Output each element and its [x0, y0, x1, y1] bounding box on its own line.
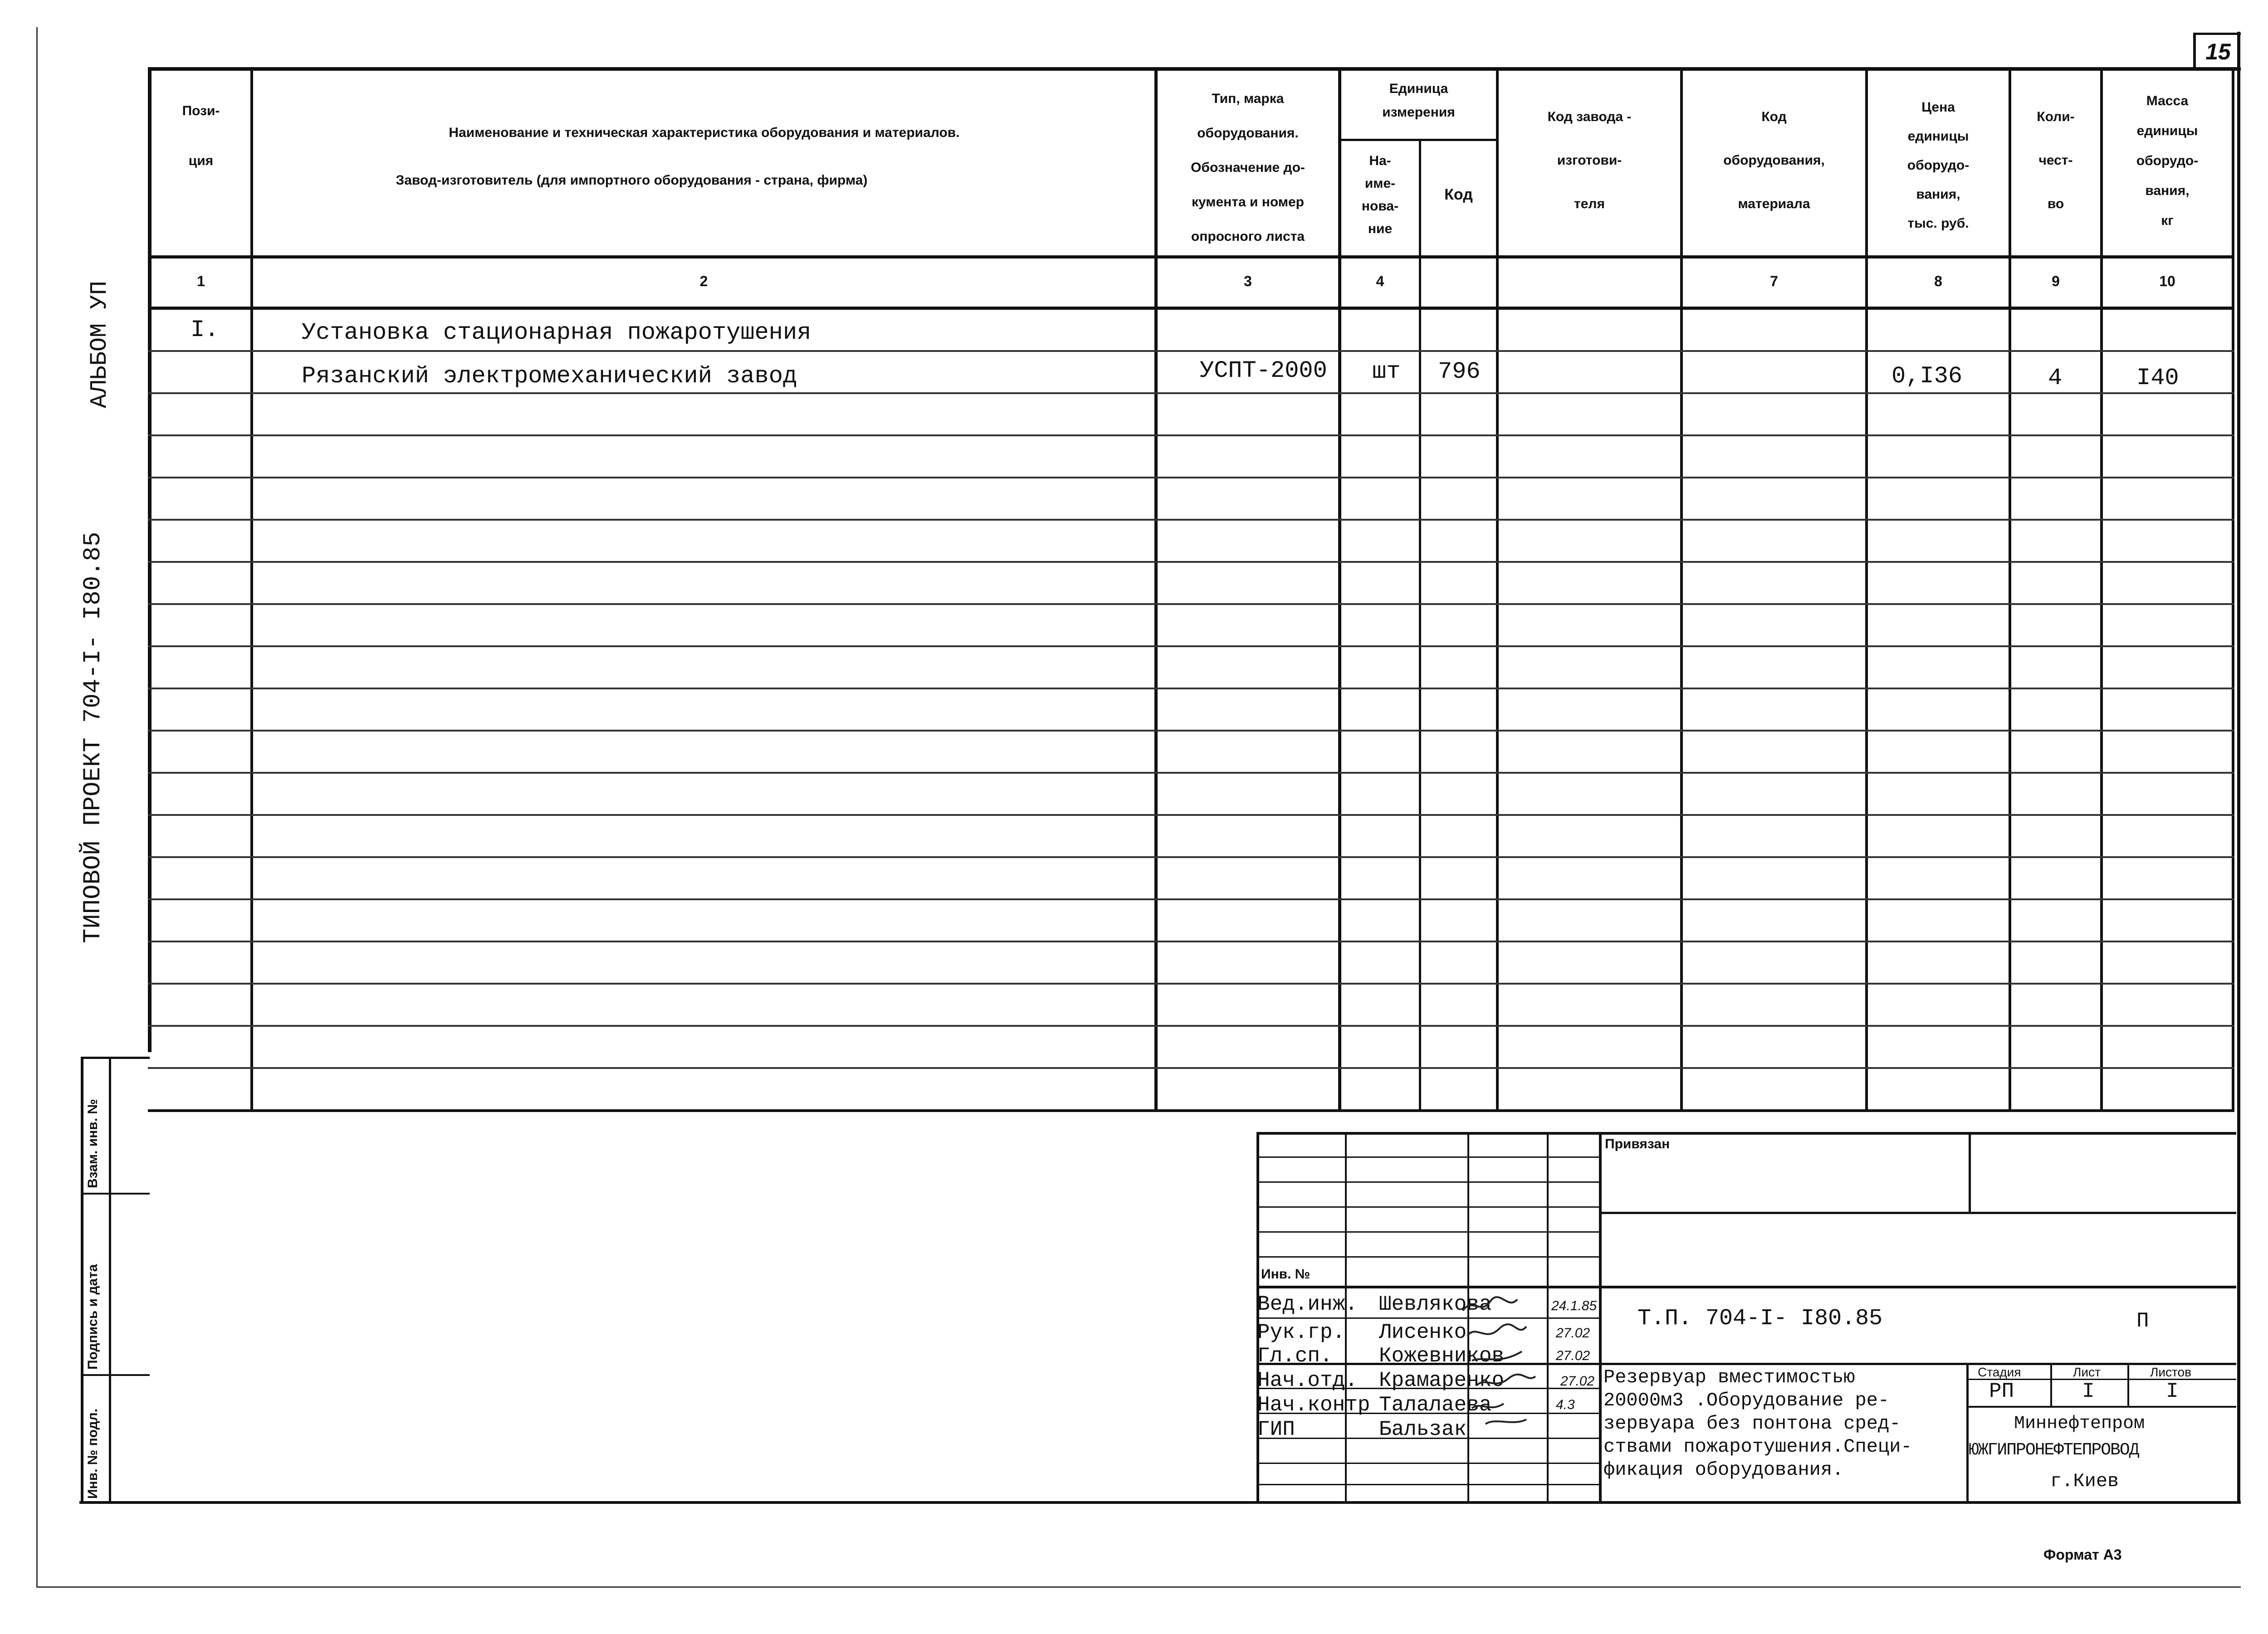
row-line: [148, 941, 2234, 942]
project-label: ТИПОВОЙ ПРОЕКТ 704-I- I80.85: [79, 532, 107, 943]
frame-bottom-edge: [36, 1586, 2241, 1588]
header-price: Цена единицы оборудо- вания, тыс. руб.: [1907, 100, 1970, 231]
frame-top: [150, 67, 2241, 71]
tb-date: 4.3: [1556, 1397, 1575, 1412]
sheet-no-box-left: [2193, 33, 2196, 70]
tb-sheets-label: Листов: [2150, 1365, 2191, 1379]
row-line: [148, 688, 2234, 689]
row2-type: УСПТ-2000: [1200, 357, 1327, 384]
row-line: [148, 477, 2234, 478]
vline-c10: [2232, 67, 2234, 1111]
tb-person-name: Крамаренко: [1379, 1369, 1505, 1392]
tb-role: Вед.инж.: [1257, 1293, 1358, 1316]
row-line: [148, 603, 2234, 605]
tb-date: 24.1.85: [1551, 1298, 1597, 1313]
colnum-7: 7: [1770, 273, 1778, 289]
row2-price: 0,I36: [1892, 363, 1963, 390]
row2-unit: шт: [1372, 358, 1401, 385]
header-type: Тип, марка оборудования. Обозначение до- кумента и номер опросного листа: [1191, 91, 1305, 244]
tb-top: [1256, 1132, 2236, 1135]
tb-role: ГИП: [1257, 1418, 1295, 1441]
tb-h-thick: [1256, 1286, 2236, 1288]
tb-org-2: ЮЖГИПРОНЕФТЕПРОВОД: [1969, 1440, 2139, 1460]
row-line: [148, 561, 2234, 563]
vline-c4: [1419, 141, 1421, 1111]
tb-stage: РП: [1989, 1380, 2014, 1403]
tb-stage-v: [2050, 1363, 2052, 1406]
tb-h: [1256, 1256, 1599, 1258]
header-bottom: [148, 255, 2234, 259]
tb-h: [1256, 1181, 1599, 1183]
header-name: Наименование и техническая характеристика оборудования и материалов. Завод-изготовитель (для импортного оборудования - страна, фирма): [396, 125, 960, 188]
stamp-div: [81, 1193, 150, 1195]
tb-person-name: Шевлякова: [1379, 1293, 1492, 1316]
colnum-8: 8: [1934, 273, 1942, 289]
tb-v5: [1969, 1132, 1971, 1214]
row1-name: Установка стационарная пожаротушения: [302, 319, 811, 346]
colnum-4: 4: [1376, 273, 1384, 289]
tb-role: Рук.гр.: [1257, 1321, 1345, 1344]
stamp-div: [81, 1374, 150, 1376]
tb-doc-suffix: П: [2136, 1309, 2149, 1333]
frame-left-edge: [36, 27, 38, 1587]
signatures: [1458, 1293, 1549, 1429]
tb-stage-label: Стадия: [1978, 1365, 2021, 1379]
header-unit-name: На- име- нова- ние: [1361, 153, 1399, 236]
row2-code: 796: [1438, 358, 1481, 385]
tb-date: 27.02: [1556, 1326, 1590, 1341]
row-line: [148, 898, 2234, 900]
tb-h: [1256, 1484, 1599, 1485]
tb-role: Гл.сп.: [1257, 1344, 1333, 1368]
vline-c1: [250, 67, 253, 1111]
colnum-9: 9: [2052, 273, 2060, 289]
format-label: Формат А3: [2043, 1546, 2122, 1563]
tb-h: [1256, 1463, 1599, 1464]
row-line: [148, 645, 2234, 647]
tb-v4: [1599, 1132, 1602, 1504]
tb-h: [1599, 1212, 2236, 1214]
tb-stage-h: [1966, 1406, 2236, 1408]
stamp-box-top: [81, 1057, 150, 1059]
tb-person-name: Бальзак: [1379, 1418, 1467, 1441]
vline-c3: [1338, 67, 1341, 1111]
tb-role: Нач.отд.: [1257, 1369, 1358, 1392]
header-equipment-code: Код оборудования, материала: [1723, 109, 1825, 211]
colnum-10: 10: [2159, 273, 2175, 289]
tb-desc-5: фикация оборудования.: [1603, 1459, 1844, 1481]
vline-c2: [1154, 67, 1158, 1111]
stamp-box-mid: [109, 1057, 111, 1503]
row-line: [148, 1025, 2234, 1027]
row-line: [148, 730, 2234, 732]
unit-sub-line: [1338, 139, 1499, 141]
header-position: Пози- ция: [182, 103, 220, 168]
tb-date: 27.02: [1560, 1374, 1595, 1389]
row-line: [148, 814, 2234, 816]
tb-org-1: Миннефтепром: [2014, 1414, 2145, 1434]
tb-h: [1256, 1206, 1599, 1208]
tb-stage-left: [1966, 1363, 1969, 1501]
tb-sheet-label: Лист: [2073, 1365, 2101, 1379]
tb-desc-4: ствами пожаротушения.Специ-: [1603, 1436, 1912, 1458]
tb-desc-1: Резервуар вместимостью: [1603, 1366, 1855, 1388]
row2-mass: I40: [2136, 365, 2179, 391]
tb-date: 27.02: [1556, 1348, 1590, 1363]
tb-desc-3: зервуара без понтона сред-: [1603, 1413, 1901, 1434]
row-line: [148, 1067, 2234, 1069]
table-left: [148, 67, 152, 1052]
sheet-no-box-top: [2193, 33, 2241, 35]
table-bottom: [148, 1109, 2234, 1112]
tb-sheet: I: [2082, 1380, 2095, 1403]
tb-stage-v: [2127, 1363, 2129, 1406]
tb-role: Нач.контр: [1257, 1393, 1370, 1417]
tb-h: [1256, 1231, 1599, 1233]
tb-person-name: Талалаева: [1379, 1393, 1492, 1417]
header-maker-code: Код завода - изготови- теля: [1547, 109, 1632, 211]
tb-inv-no: Инв. №: [1261, 1267, 1310, 1282]
frame-bottom: [79, 1501, 2241, 1504]
stamp-inv-label: Инв. № подл.: [85, 1408, 100, 1499]
colnum-3: 3: [1244, 273, 1252, 289]
tb-org-3: г.Киев: [2050, 1470, 2119, 1492]
header-unit-code: Код: [1444, 186, 1473, 203]
header-mass: Масса единицы оборудо- вания, кг: [2136, 93, 2199, 228]
tb-doc-code: Т.П. 704-I- I80.85: [1637, 1306, 1883, 1332]
header-unit-group: Единица измерения: [1382, 81, 1455, 120]
header-qty: Коли- чест- во: [2037, 109, 2075, 211]
tb-privyazan: Привязан: [1605, 1136, 1670, 1151]
album-label: АЛЬБОМ УП: [86, 281, 113, 408]
row-line: [148, 434, 2234, 436]
row2-name: Рязанский электромеханический завод: [302, 363, 797, 390]
tb-person-name: Лисенко: [1379, 1321, 1467, 1344]
colnum-2: 2: [699, 273, 708, 289]
tb-sheets: I: [2166, 1380, 2179, 1403]
row2-qty: 4: [2048, 365, 2063, 391]
row1-position: I.: [191, 317, 219, 343]
colnum-bottom: [148, 307, 2234, 310]
stamp-vzam-label: Взам. инв. №: [85, 1099, 100, 1188]
tb-desc-2: 20000м3 .Оборудование ре-: [1603, 1390, 1890, 1411]
stamp-sign-label: Подпись и дата: [85, 1264, 100, 1370]
stamp-box-left: [81, 1057, 83, 1503]
row-line: [148, 983, 2234, 985]
row-line: [148, 519, 2234, 521]
tb-h: [1256, 1156, 1599, 1158]
row-line: [148, 856, 2234, 858]
tb-person-name: Кожевников: [1379, 1344, 1505, 1368]
sheet-number: 15: [2205, 39, 2231, 64]
row-line: [148, 772, 2234, 774]
frame-right: [2237, 32, 2240, 1501]
colnum-1: 1: [197, 273, 205, 289]
